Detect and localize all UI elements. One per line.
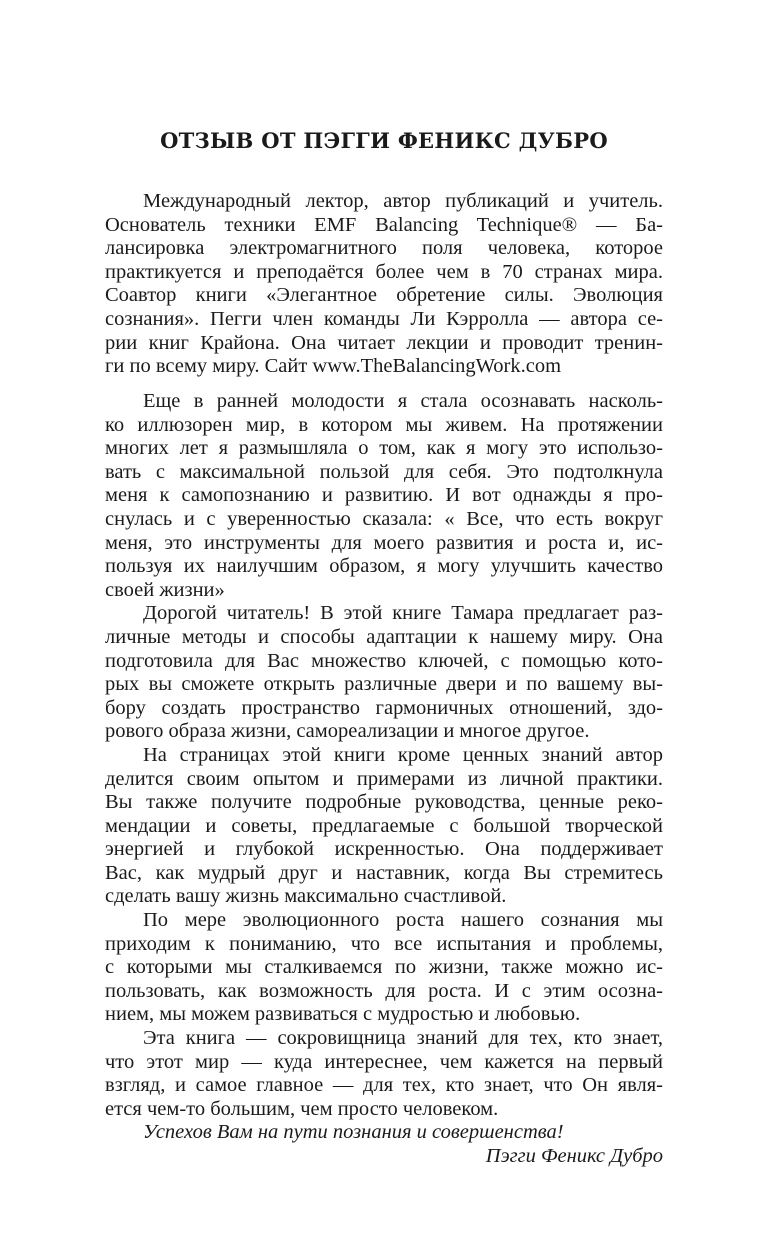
paragraph-line: бору создать пространство гармоничных отношений, здо-	[105, 696, 663, 719]
author-bio	[105, 190, 663, 379]
paragraph-line: Международный лектор, автор публикаций и учитель.	[143, 190, 663, 212]
page-title: ОТЗЫВ ОТ ПЭГГИ ФЕНИКС ДУБРО	[160, 128, 608, 153]
paragraph-line: ги по всему миру. Сайт www.TheBalancingWork.com	[105, 355, 562, 378]
paragraph-line: делится своим опытом и примерами из личной практики.	[105, 767, 663, 790]
paragraph-line: личные методы и способы адаптации к нашему миру. Она	[105, 625, 663, 648]
paragraph-line: меня, это инструменты для моего развития и роста и, ис-	[105, 531, 663, 554]
paragraph-line: нием, мы можем развиваться с мудростью и любовью.	[105, 1003, 581, 1026]
paragraph-line: По мере эволюционного роста нашего сознания мы	[143, 909, 663, 932]
review-body	[105, 390, 663, 1169]
paragraph-line: с которыми мы сталкиваемся по жизни, также можно ис-	[105, 956, 663, 979]
paragraph-line: Еще в ранней молодости я стала осознавать насколь-	[143, 390, 663, 412]
paragraph-line: лансировка электромагнитного поля человека, которое	[105, 237, 663, 260]
paragraph-line: энергией и глубокой искренностью. Она поддерживает	[105, 838, 663, 861]
paragraph-line: ется чем-то большим, чем просто человеком.	[105, 1097, 499, 1120]
paragraph-line: Соавтор книги «Элегантное обретение силы. Эволюция	[105, 284, 663, 307]
paragraph-line: снулась и с уверенностью сказала: « Все, что есть вокруг	[105, 507, 663, 530]
paragraph-line: многих лет я размышляла о том, как я могу это использо-	[105, 437, 663, 460]
paragraph-line: что этот мир — куда интереснее, чем кажется на первый	[105, 1050, 663, 1073]
paragraph-line: своей жизни»	[105, 578, 225, 601]
paragraph-line: меня к самопознанию и развитию. И вот однажды я про-	[105, 484, 663, 507]
paragraph-line: Основатель техники EMF Balancing Technique® — Ба-	[105, 213, 663, 236]
paragraph-line: вать с максимальной пользой для себя. Это подтолкнула	[105, 460, 663, 483]
paragraph-line: приходим к пониманию, что все испытания и проблемы,	[105, 932, 663, 955]
paragraph-line: сделать вашу жизнь максимально счастливой.	[105, 885, 507, 908]
paragraph-line: рии книг Крайона. Она читает лекции и проводит тренин-	[105, 331, 663, 354]
paragraph-line: взгляд, и самое главное — для тех, кто знает, что Он явля-	[105, 1074, 663, 1097]
paragraph-line: Вас, как мудрый друг и наставник, когда Вы стремитесь	[105, 861, 663, 884]
paragraph-line: пользуя их наилучшим образом, я могу улучшить качество	[105, 555, 663, 578]
paragraph-line: пользовать, как возможность для роста. И с этим осозна-	[105, 979, 663, 1002]
paragraph-line: мендации и советы, предлагаемые с большой творческой	[105, 814, 663, 837]
paragraph-line: ко иллюзорен мир, в котором мы живем. На протяжении	[105, 413, 663, 436]
signature: Пэгги Феникс Дубро	[485, 1145, 663, 1167]
paragraph-line: Эта книга — сокровищница знаний для тех, кто знает,	[143, 1027, 663, 1050]
paragraph-line: На страницах этой книги кроме ценных знаний автор	[143, 743, 663, 766]
paragraph-line: Вы также получите подробные руководства, ценные реко-	[105, 791, 663, 814]
paragraph-line: рового образа жизни, самореализации и многое другое.	[105, 720, 590, 743]
paragraph-line: Дорогой читатель! В этой книге Тамара предлагает раз-	[143, 602, 663, 625]
paragraph-line: рых вы сможете открыть различные двери и по вашему вы-	[105, 673, 663, 696]
paragraph-line: практикуется и преподаётся более чем в 70 странах мира.	[105, 260, 663, 283]
paragraph-line: подготовила для Вас множество ключей, с помощью кото-	[105, 649, 663, 672]
paragraph-line: сознания». Пегги член команды Ли Кэрролла — автора се-	[105, 307, 663, 330]
closing-line: Успехов Вам на пути познания и совершенства!	[143, 1121, 564, 1144]
